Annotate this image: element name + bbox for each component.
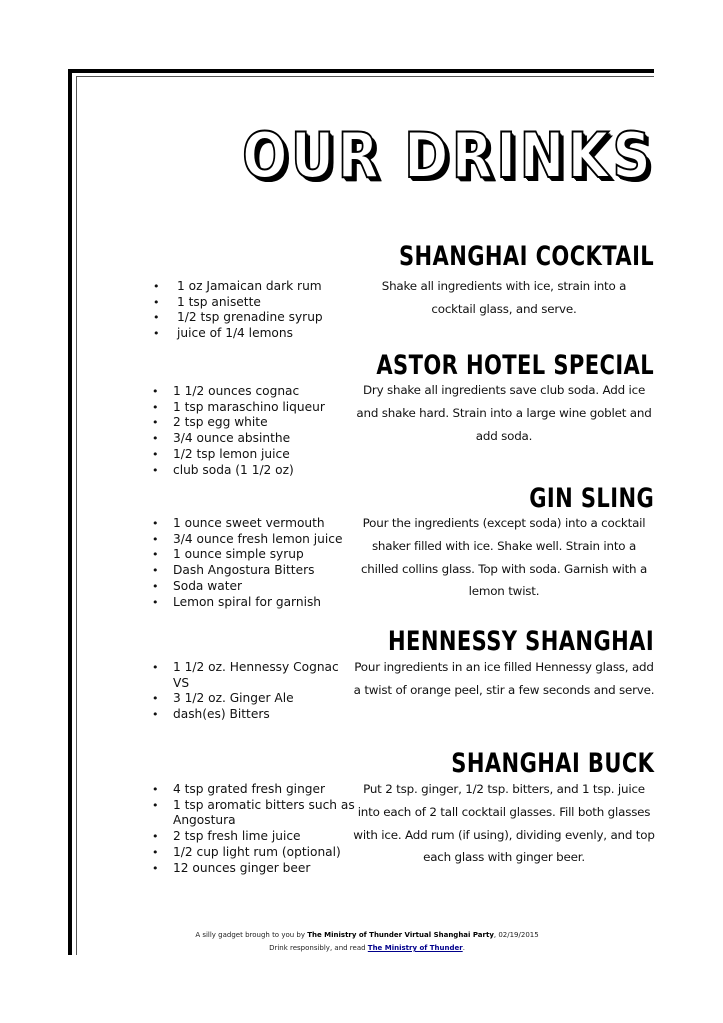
recipe-name: ASTOR HOTEL SPECIAL [376,350,654,381]
ministry-of-thunder-link[interactable]: The Ministry of Thunder [367,944,463,952]
ingredient-item: • 1 ounce sweet vermouth [150,516,355,532]
ingredient-list [150,279,355,342]
recipe-directions: Pour ingredients in an ice filled Hennessy glass, add a twist of orange peel, stir a few seconds and serve. [353,660,655,697]
ingredient-item: • 1 1/2 ounces cognac [150,384,355,400]
ingredient-item: • 12 ounces ginger beer [150,861,355,877]
ingredient-item: • 1 tsp aromatic bitters such as Angostura [150,798,355,829]
ingredient-item: • 1 tsp anisette [150,295,355,311]
ingredient-item: • 2 tsp fresh lime juice [150,829,355,845]
ingredient-item: • Lemon spiral for garnish [150,595,355,611]
ingredient-item: • 3/4 ounce absinthe [150,431,355,447]
ingredient-item: • 3/4 ounce fresh lemon juice [150,532,355,548]
footer-period: . [462,944,465,952]
ingredient-item: • club soda (1 1/2 oz) [150,463,355,479]
footer-date: , 02/19/2015 [493,931,539,939]
ingredient-item: • Dash Angostura Bitters [150,563,355,579]
ingredient-item: • juice of 1/4 lemons [150,326,355,342]
recipe-name: GIN SLING [529,483,654,514]
footer-credit-prefix: A silly gadget brough to you by [195,931,308,939]
recipe-directions: Shake all ingredients with ice, strain into a cocktail glass, and serve. [381,279,627,316]
ingredient-item: • Soda water [150,579,355,595]
ingredient-item: • dash(es) Bitters [150,707,355,723]
frame-outer-top-rule [68,69,654,73]
frame-outer-left-rule [68,69,72,955]
ingredient-item: • 1 oz Jamaican dark rum [150,279,355,295]
ingredient-item: • 2 tsp egg white [150,415,355,431]
ingredient-item: • 1 ounce simple syrup [150,547,355,563]
footer [150,929,584,955]
ingredient-item: • 1/2 tsp lemon juice [150,447,355,463]
recipe-name: SHANGHAI BUCK [450,748,654,779]
ingredient-item: • 1 tsp maraschino liqueur [150,400,355,416]
ingredient-item: • 1/2 tsp grenadine syrup [150,310,355,326]
ingredient-list [150,660,355,723]
recipe-directions: Put 2 tsp. ginger, 1/2 tsp. bitters, and 1 tsp. juice into each of 2 tall cocktail glasses. Fill both glasses with ice. Add rum (if using), dividing evenly, and top each glass with ginger beer. [353,782,655,865]
ingredient-list [150,782,355,876]
recipe-directions: Dry shake all ingredients save club soda. Add ice and shake hard. Strain into a large wine goblet and add soda. [356,383,652,443]
ingredient-list [150,516,355,610]
frame-inner-left-rule [76,76,77,955]
footer-credit-line [150,929,584,942]
frame-inner-top-rule [76,76,654,77]
recipe-name: HENNESSY SHANGHAI [387,626,654,657]
ingredient-list [150,384,355,478]
footer-party-name: The Ministry of Thunder Virtual Shanghai Party [307,931,494,939]
ingredient-item: • 3 1/2 oz. Ginger Ale [150,691,355,707]
page-title: OUR DRINKS [241,119,654,192]
ingredient-item: • 1 1/2 oz. Hennessy Cognac VS [150,660,355,691]
ingredient-item: • 4 tsp grated fresh ginger [150,782,355,798]
footer-disclaimer-prefix: Drink responsibly, and read [269,944,368,952]
ingredient-item: • 1/2 cup light rum (optional) [150,845,355,861]
recipe-name: SHANGHAI COCKTAIL [398,241,654,272]
recipe-directions: Pour the ingredients (except soda) into a cocktail shaker filled with ice. Shake well. Strain into a chilled collins glass. Top with soda. Garnish with a lemon twist. [360,516,648,599]
footer-disclaimer-line [150,942,584,955]
